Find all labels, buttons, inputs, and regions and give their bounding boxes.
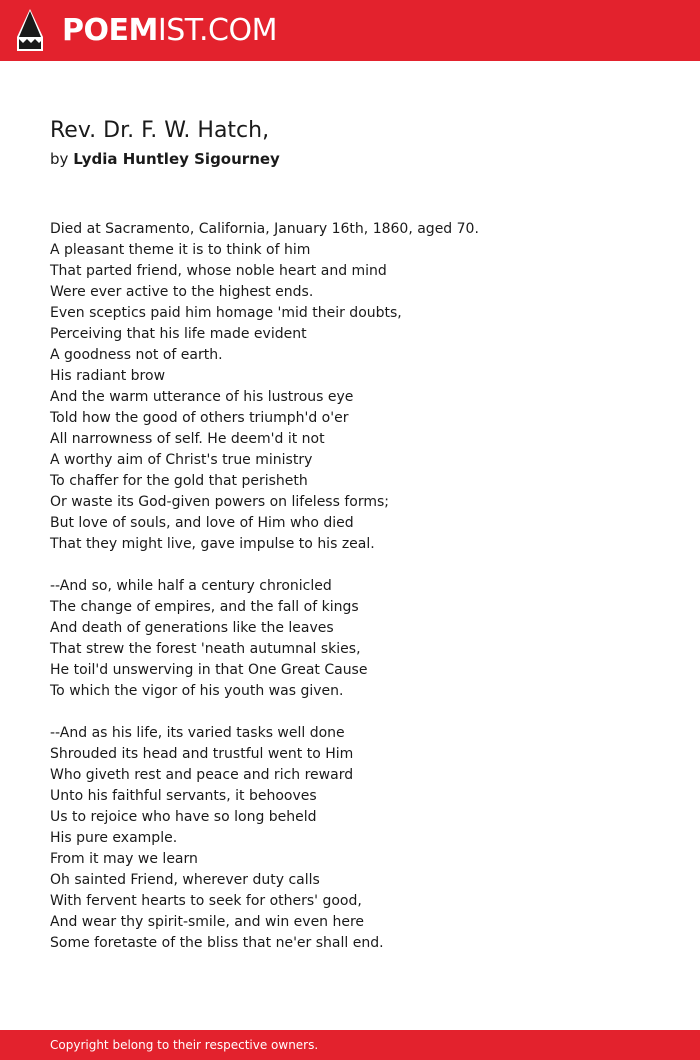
poem-line: Died at Sacramento, California, January 16th, 1860, aged 70. [50, 221, 479, 237]
poem-line: A pleasant theme it is to think of him [50, 242, 311, 258]
poem-line: And the warm utterance of his lustrous eye [50, 389, 354, 405]
author-name: Lydia Huntley Sigourney [73, 150, 280, 168]
poem-line: That they might live, gave impulse to his zeal. [50, 536, 375, 552]
pencil-tip-icon [17, 9, 43, 51]
site-footer [0, 1030, 700, 1060]
poem-line: The change of empires, and the fall of kings [50, 599, 359, 615]
poem-line: He toil'd unswerving in that One Great Cause [50, 662, 368, 678]
poem-line: From it may we learn [50, 851, 198, 867]
poem-line: His pure example. [50, 830, 178, 846]
poem-title: Rev. Dr. F. W. Hatch, [50, 118, 270, 143]
poem-line: Who giveth rest and peace and rich reward [50, 767, 354, 783]
poem-line: All narrowness of self. He deem'd it not [50, 431, 325, 447]
poem-line: Unto his faithful servants, it behooves [50, 788, 317, 804]
poem-line: That parted friend, whose noble heart and mind [50, 263, 387, 279]
poem-line: --And so, while half a century chronicled [50, 578, 332, 594]
logo-light-text: IST.COM [157, 13, 277, 48]
poem-line: To chaffer for the gold that perisheth [50, 473, 308, 489]
site-header [0, 0, 700, 61]
poem-line: Or waste its God-given powers on lifeless forms; [50, 494, 389, 510]
poem-line: His radiant brow [50, 368, 166, 384]
poem-line: To which the vigor of his youth was given. [50, 683, 344, 699]
poem-line: Oh sainted Friend, wherever duty calls [50, 872, 320, 888]
logo-bold-text: POEM [62, 13, 158, 48]
stanza [50, 723, 670, 954]
poem-line: Told how the good of others triumph'd o'er [50, 410, 349, 426]
by-label: by [50, 150, 69, 168]
poem-line: A worthy aim of Christ's true ministry [50, 452, 313, 468]
poem-line: --And as his life, its varied tasks well done [50, 725, 345, 741]
poem-body [50, 219, 670, 975]
poem-line: Shrouded its head and trustful went to Him [50, 746, 354, 762]
poem-line: That strew the forest 'neath autumnal skies, [50, 641, 361, 657]
poem-line: But love of souls, and love of Him who died [50, 515, 354, 531]
site-logo[interactable] [62, 11, 277, 51]
poem-line: Even sceptics paid him homage 'mid their doubts, [50, 305, 402, 321]
poem-line: And death of generations like the leaves [50, 620, 334, 636]
poem-line: Us to rejoice who have so long beheld [50, 809, 317, 825]
byline [50, 148, 280, 170]
poem-line: With fervent hearts to seek for others' good, [50, 893, 362, 909]
stanza [50, 219, 670, 555]
stanza [50, 576, 670, 702]
copyright-text: Copyright belong to their respective owners. [50, 1038, 319, 1052]
poem-line: Some foretaste of the bliss that ne'er shall end. [50, 935, 384, 951]
poem-line: And wear thy spirit-smile, and win even here [50, 914, 365, 930]
poem-line: A goodness not of earth. [50, 347, 223, 363]
poem-line: Perceiving that his life made evident [50, 326, 307, 342]
poem-line: Were ever active to the highest ends. [50, 284, 314, 300]
